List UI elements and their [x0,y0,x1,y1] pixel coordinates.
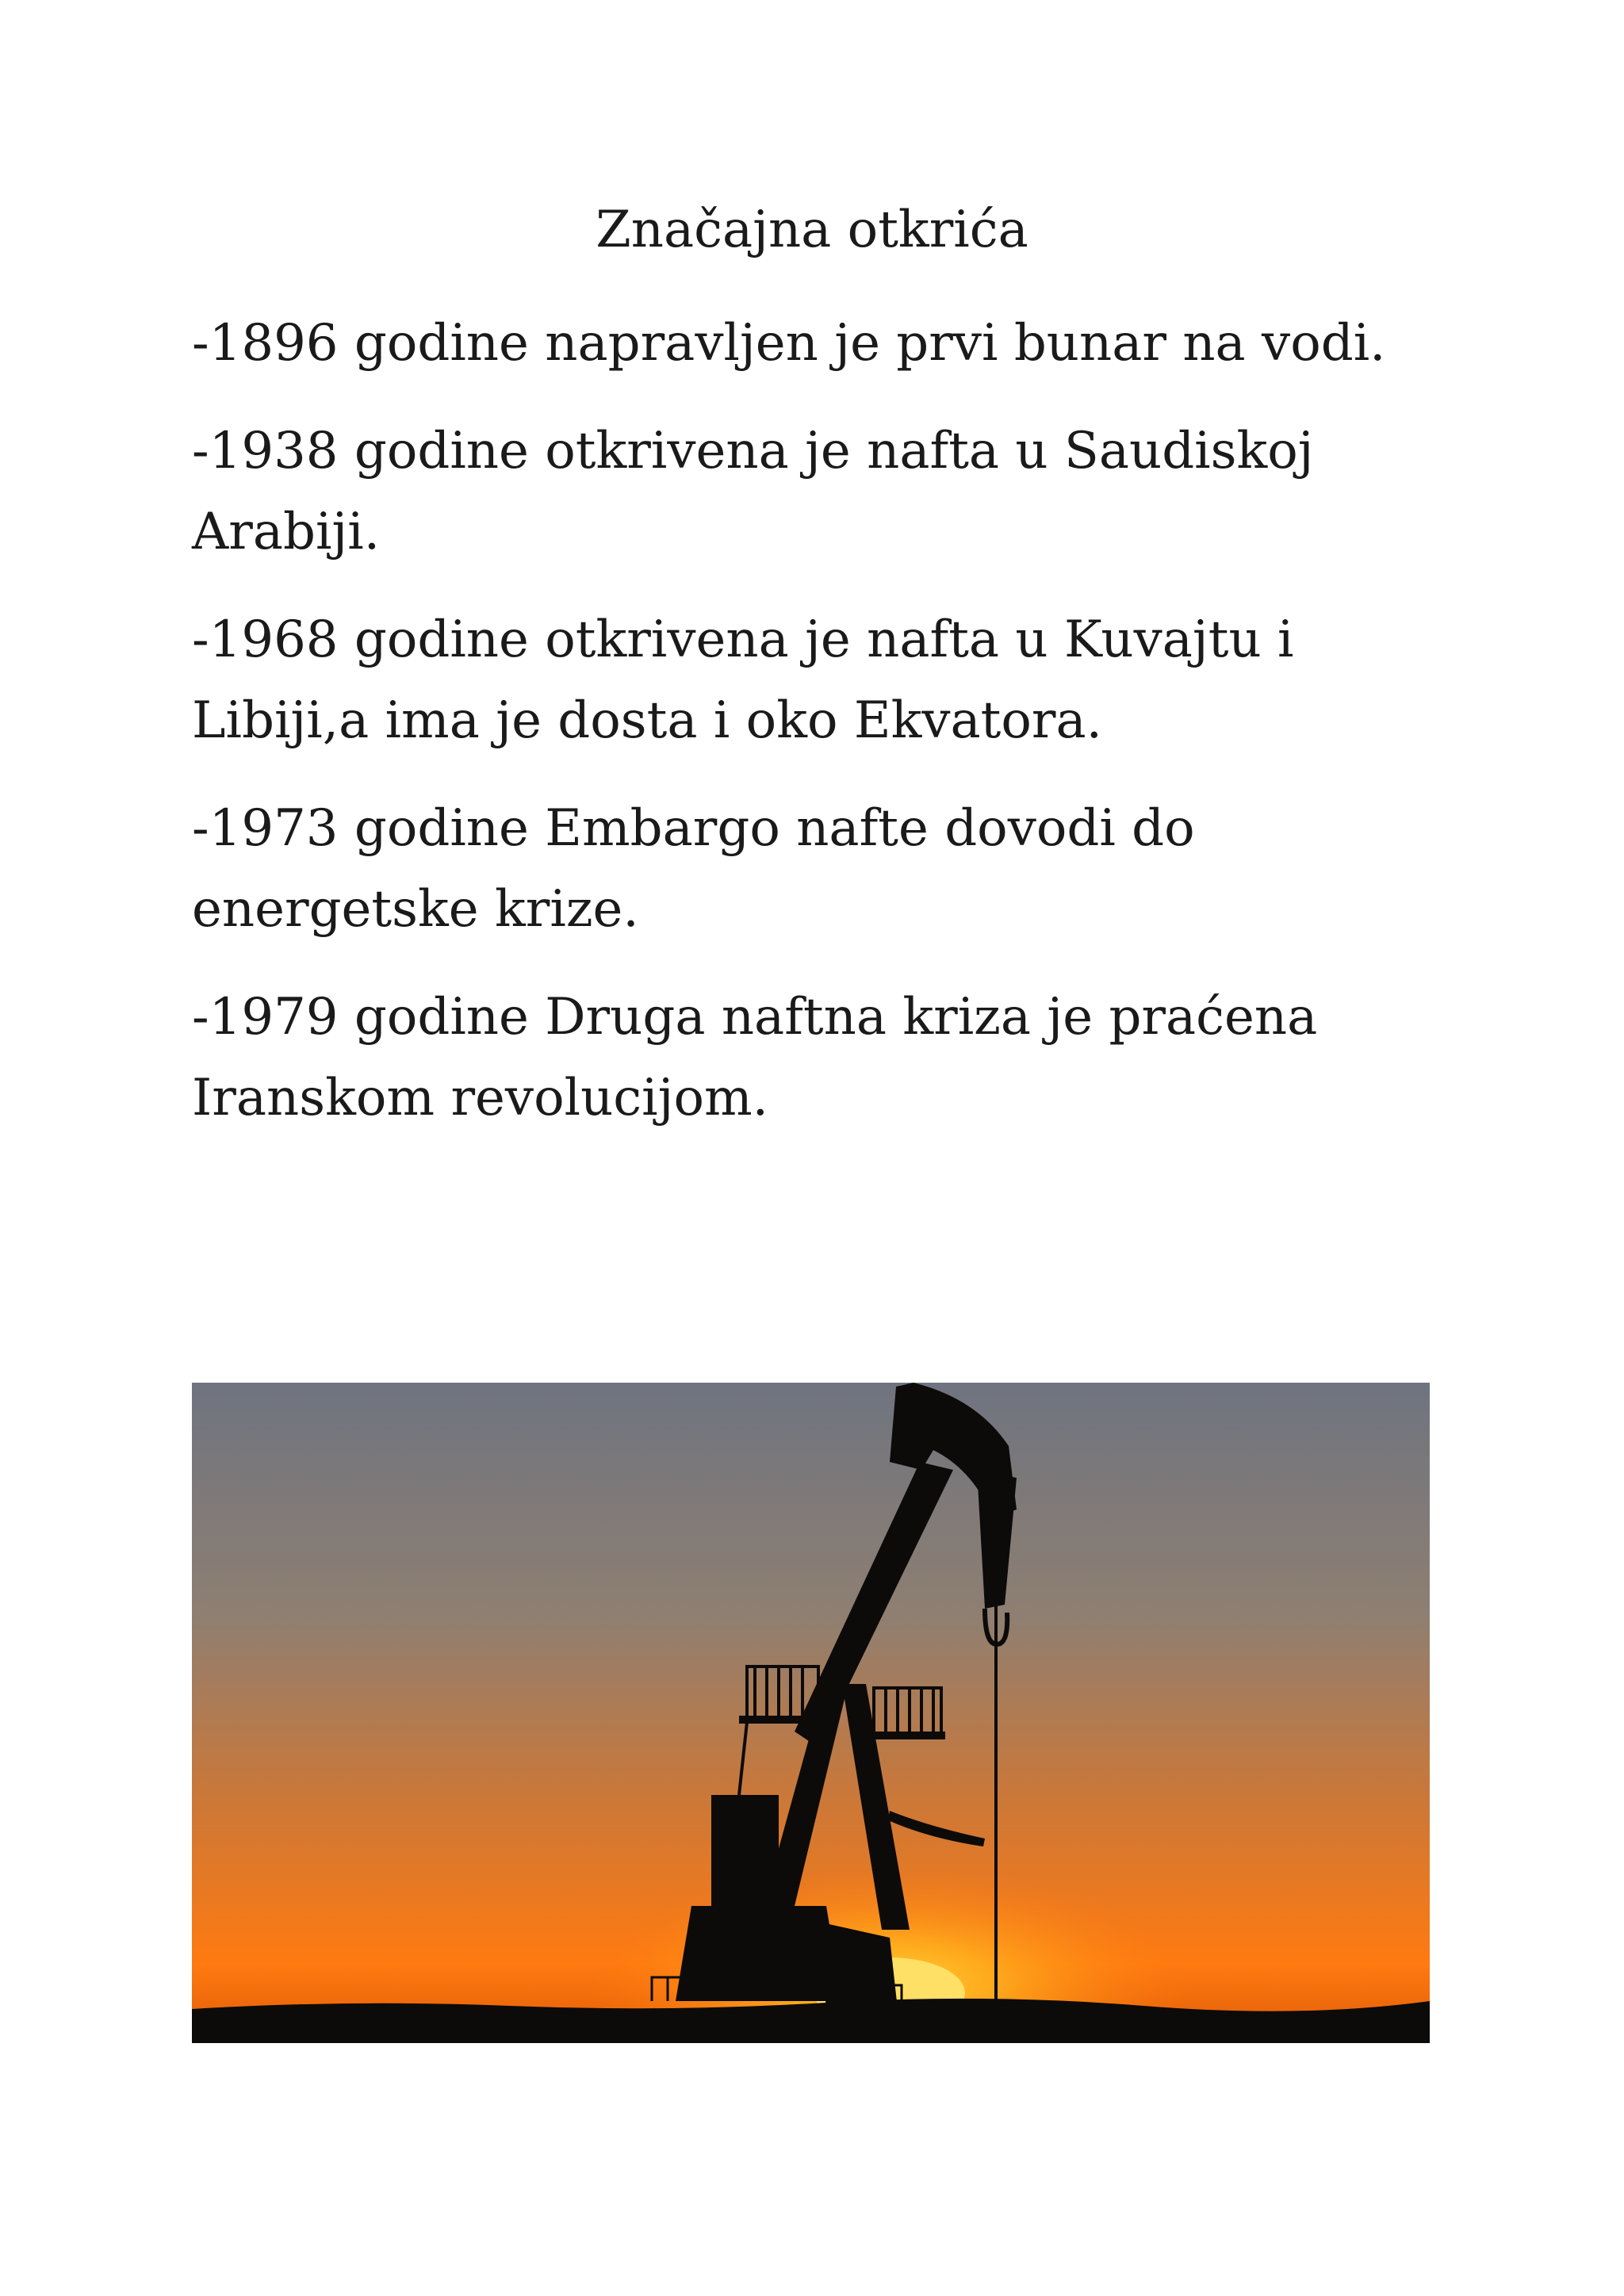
oil-pumpjack-photo [192,1383,1430,2043]
page-title: Značajna otkrića [596,201,1028,259]
list-item: -1968 godine otkrivena je nafta u Kuvajtu i Libiji,a ima je dosta i oko Ekvatora. [192,610,1294,750]
list-item: -1896 godine napravljen je prvi bunar na vodi. [192,314,1386,373]
discovery-list [192,303,1437,1165]
list-item: -1979 godine Druga naftna kriza je praćena Iranskom revolucijom. [192,988,1318,1127]
list-item: -1973 godine Embargo nafte dovodi do energetske krize. [192,799,1195,939]
list-item: -1938 godine otkrivena je nafta u Saudiskoj Arabiji. [192,422,1314,561]
